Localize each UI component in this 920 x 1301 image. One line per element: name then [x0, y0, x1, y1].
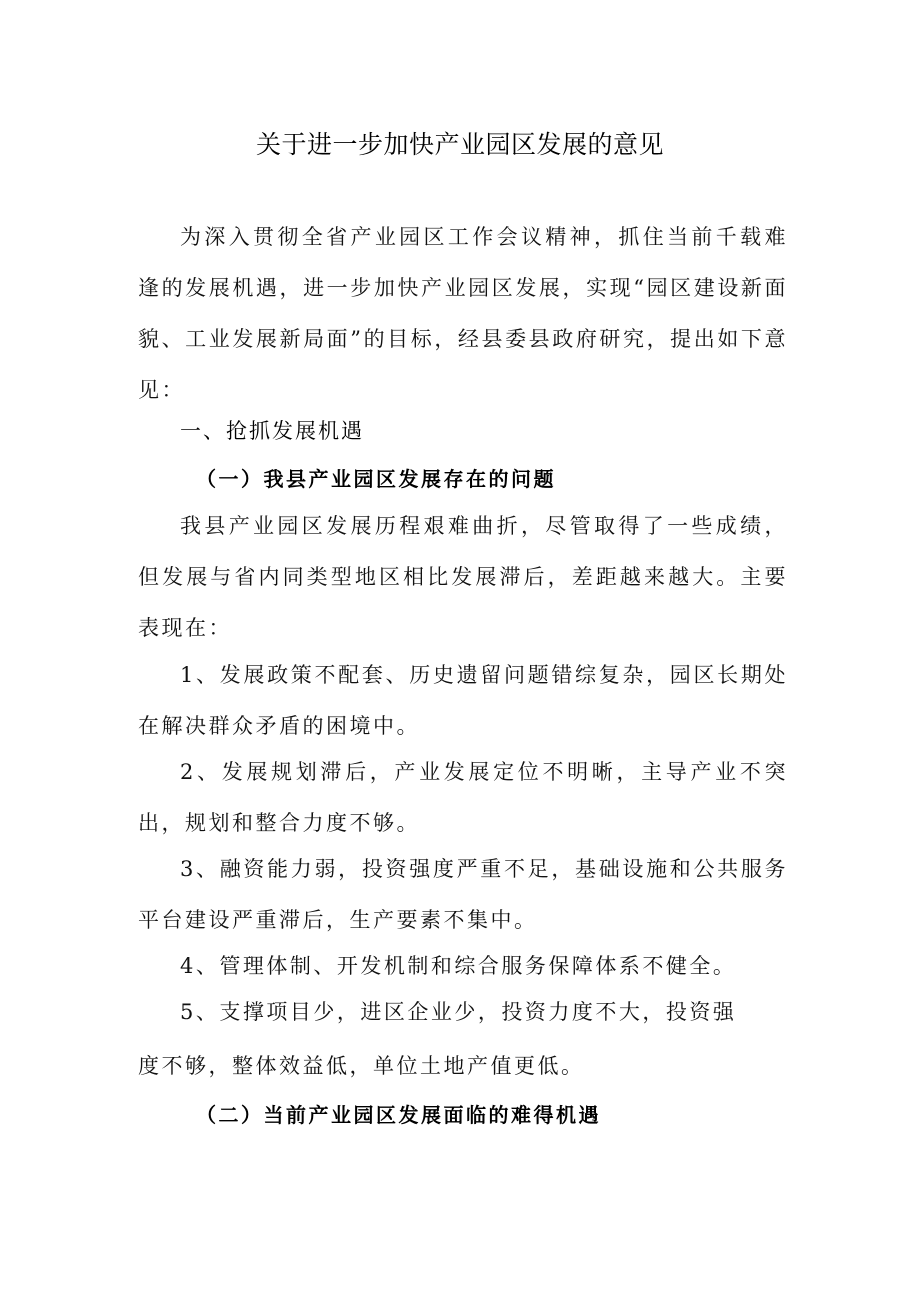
problem-item-4: 4、管理体制、开发机制和综合服务保障体系不健全。 — [180, 954, 737, 978]
problem-item-1: 1、发展政策不配套、历史遗留问题错综复杂，园区长期处在解决群众矛盾的困境中。 — [138, 663, 788, 738]
subsection-2-heading: （二）当前产业园区发展面临的难得机遇 — [196, 1103, 601, 1127]
subsection-1-body: 我县产业园区发展历程艰难曲折，尽管取得了一些成绩，但发展与省内同类型地区相比发展滞后，差距越来越大。主要表现在： — [138, 514, 788, 640]
intro-paragraph: 为深入贯彻全省产业园区工作会议精神，抓住当前千载难逢的发展机遇，进一步加快产业园区发展，实现“园区建设新面貌、工业发展新局面”的目标，经县委县政府研究，提出如下意见： — [138, 225, 788, 402]
problem-item-3: 3、融资能力弱，投资强度严重不足，基础设施和公共服务平台建设严重滞后，生产要素不集中。 — [138, 857, 788, 932]
document-title: 关于进一步加快产业园区发展的意见 — [255, 130, 664, 159]
problem-item-2: 2、发展规划滞后，产业发展定位不明晰，主导产业不突出，规划和整合力度不够。 — [138, 760, 788, 835]
subsection-1-heading: （一）我县产业园区发展存在的问题 — [196, 467, 556, 491]
problem-item-5-line-1: 5、支撑项目少，进区企业少，投资力度不大，投资强 — [180, 1000, 737, 1024]
problem-item-5-line-2: 度不够，整体效益低，单位土地产值更低。 — [138, 1054, 585, 1078]
section-1-heading: 一、抢抓发展机遇 — [180, 419, 364, 443]
